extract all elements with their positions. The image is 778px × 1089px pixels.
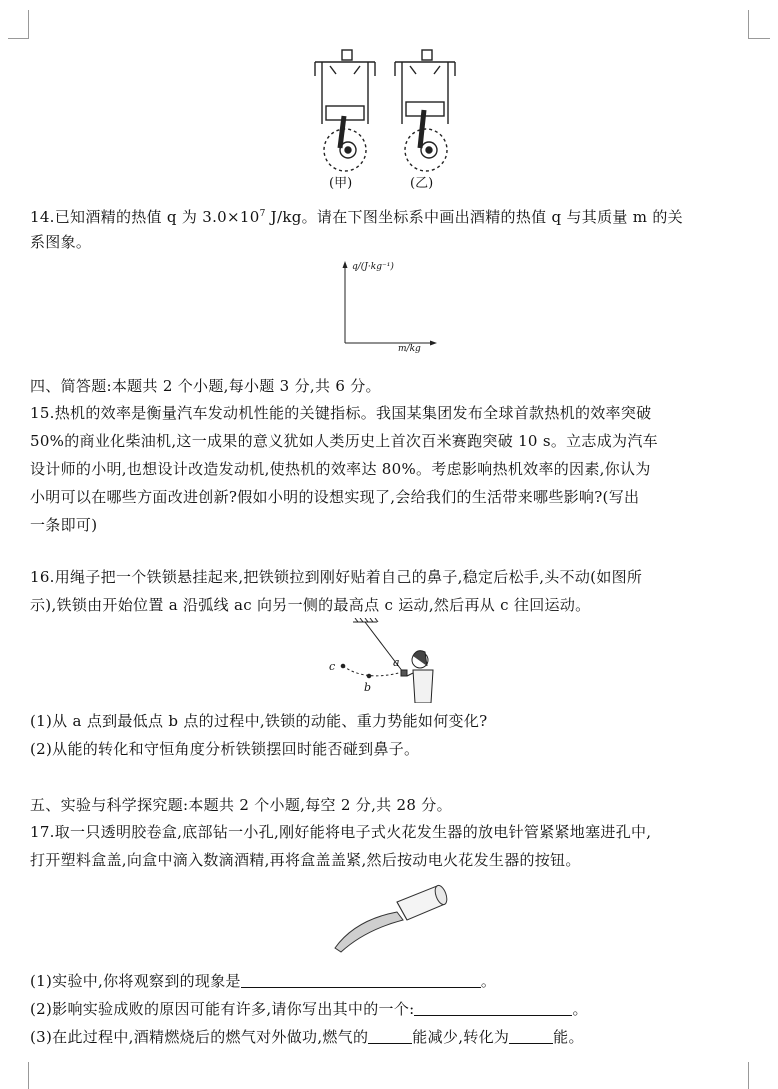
- crop-mark: [8, 38, 29, 39]
- question-17-sub3: (3)在此过程中,酒精燃烧后的燃气对外做功,燃气的 能减少,转化为 能。: [30, 1028, 584, 1046]
- question-16-line: 16.用绳子把一个铁锁悬挂起来,把铁锁拉到刚好贴着自己的鼻子,稳定后松手,头不动(如图所: [30, 568, 643, 586]
- question-15-line: 50%的商业化柴油机,这一成果的意义犹如人类历史上首次百米赛跑突破 10 s。立志成为汽车: [30, 432, 658, 450]
- crop-mark: [748, 10, 749, 38]
- question-15-line: 小明可以在哪些方面改进创新?假如小明的设想实现了,会给我们的生活带来哪些影响?(写出: [30, 488, 640, 506]
- pendulum-figure: [325, 618, 450, 703]
- question-17-line: 17.取一只透明胶卷盒,底部钻一小孔,刚好能将电子式火花发生器的放电针管紧紧地塞进孔中,: [30, 823, 652, 841]
- question-16-sub1: (1)从 a 点到最低点 b 点的过程中,铁锁的动能、重力势能如何变化?: [30, 712, 488, 730]
- crop-mark: [748, 1062, 749, 1089]
- point-a-label: a: [393, 656, 400, 669]
- point-c-label: c: [329, 660, 336, 673]
- answer-blank[interactable]: [241, 973, 481, 988]
- point-b-label: b: [364, 681, 372, 694]
- spark-generator-figure: [325, 880, 455, 955]
- answer-blank[interactable]: [368, 1029, 412, 1044]
- question-15-line: 15.热机的效率是衡量汽车发动机性能的关键指标。我国某集团发布全球首款热机的效率突破: [30, 404, 652, 422]
- answer-blank[interactable]: [414, 1001, 572, 1016]
- answer-blank[interactable]: [509, 1029, 553, 1044]
- question-14: 14.已知酒精的热值 q 为 $3.0\times 10^7$ J/kg。请在下图坐标系中画出酒精的热值 q 与其质量 m 的关: [30, 208, 683, 226]
- crop-mark: [28, 1062, 29, 1089]
- question-16-line: 示),铁锁由开始位置 a 沿弧线 ac 向另一侧的最高点 c 运动,然后再从 c 往回运动。: [30, 596, 591, 614]
- section-4-heading: 四、简答题:本题共 2 个小题,每小题 3 分,共 6 分。: [30, 377, 381, 395]
- y-axis-label: q/(J·kg⁻¹): [352, 262, 394, 272]
- crop-mark: [28, 10, 29, 38]
- question-14-cont: 系图象。: [30, 233, 92, 251]
- question-17-line: 打开塑料盒盖,向盒中滴入数滴酒精,再将盒盖盖紧,然后按动电火花发生器的按钮。: [30, 851, 581, 869]
- figure-label-yi: (乙): [410, 176, 434, 191]
- figure-label-jia: (甲): [329, 176, 353, 191]
- section-5-heading: 五、实验与科学探究题:本题共 2 个小题,每空 2 分,共 28 分。: [30, 796, 452, 814]
- crop-mark: [748, 38, 770, 39]
- question-15-line: 一条即可): [30, 516, 98, 534]
- question-15-line: 设计师的小明,也想设计改造发动机,使热机的效率达 80%。考虑影响热机效率的因素,你认为: [30, 460, 651, 478]
- x-axis-label: m/kg: [398, 344, 421, 354]
- question-17-sub1: (1)实验中,你将观察到的现象是 。: [30, 972, 497, 990]
- question-17-sub2: (2)影响实验成败的原因可能有许多,请你写出其中的一个: 。: [30, 1000, 588, 1018]
- engine-stroke-figure: [300, 44, 470, 174]
- question-16-sub2: (2)从能的转化和守恒角度分析铁锁摆回时能否碰到鼻子。: [30, 740, 420, 758]
